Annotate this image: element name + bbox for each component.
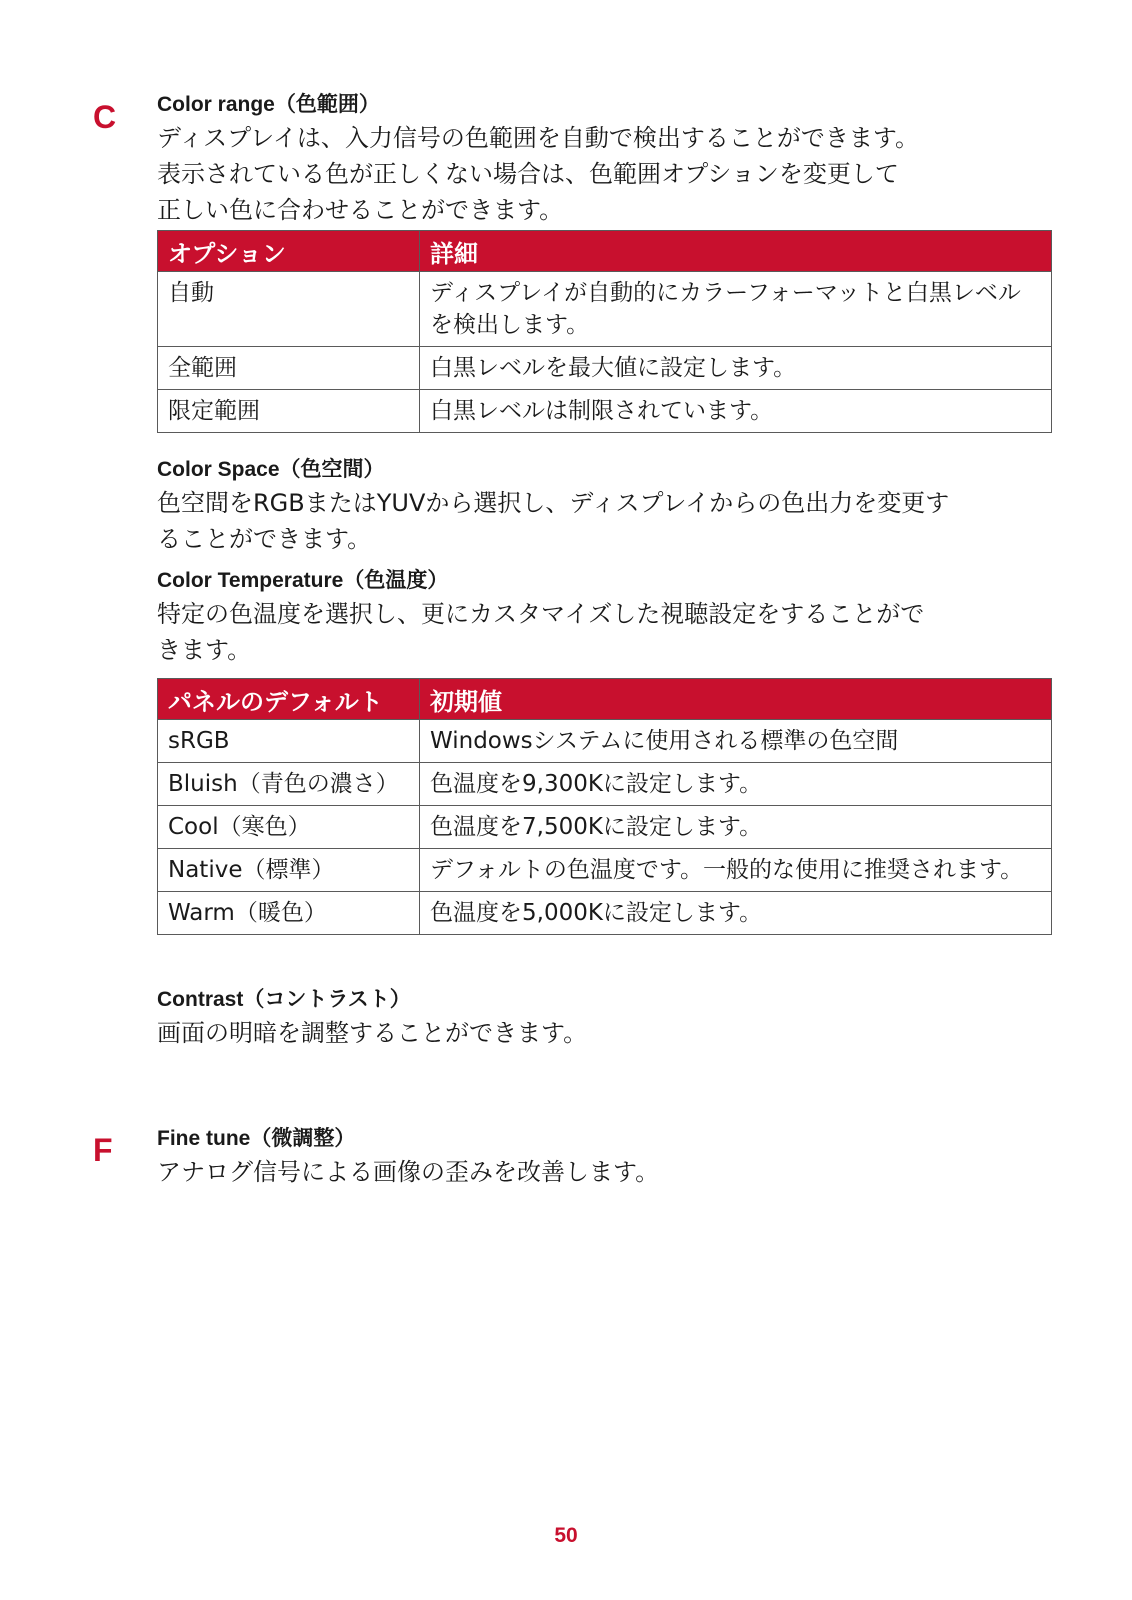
table-row <box>158 763 1052 806</box>
color-space-line-2: ることができます。 <box>157 525 372 553</box>
table-cell: 全範囲 <box>158 347 420 390</box>
table-header-option: オプション <box>158 231 420 272</box>
color-range-table <box>157 230 1052 433</box>
table-cell: Windowsシステムに使用される標準の色空間 <box>420 720 1052 763</box>
table-cell: 白黒レベルを最大値に設定します。 <box>420 347 1052 390</box>
color-space-line-1: 色空間をRGBまたはYUVから選択し、ディスプレイからの色出力を変更す <box>157 489 950 517</box>
contrast-heading: Contrast（コントラスト） <box>157 988 411 1011</box>
color-range-line-3: 正しい色に合わせることができます。 <box>157 196 564 224</box>
color-space-heading: Color Space（色空間） <box>157 458 385 481</box>
color-temperature-table <box>157 678 1052 935</box>
table-row <box>158 720 1052 763</box>
fine-tune-heading: Fine tune（微調整） <box>157 1127 356 1150</box>
table-cell: Warm（暖色） <box>158 892 420 935</box>
table-header-panel-default: パネルのデフォルト <box>158 679 420 720</box>
table-cell: 自動 <box>158 272 420 347</box>
color-temperature-heading: Color Temperature（色温度） <box>157 569 449 592</box>
color-temperature-line-2: きます。 <box>157 636 252 664</box>
page-number: 50 <box>554 1524 578 1547</box>
color-range-line-1: ディスプレイは、入力信号の色範囲を自動で検出することができます。 <box>157 124 919 152</box>
section-letter-c: C <box>93 99 117 135</box>
table-cell: 色温度を9,300Kに設定します。 <box>420 763 1052 806</box>
contrast-section <box>157 985 1057 1051</box>
color-temperature-section <box>157 566 1057 668</box>
table-cell: 色温度を5,000Kに設定します。 <box>420 892 1052 935</box>
table-cell: デフォルトの色温度です。一般的な使用に推奨されます。 <box>420 849 1052 892</box>
table-cell: 色温度を7,500Kに設定します。 <box>420 806 1052 849</box>
table-cell: ディスプレイが自動的にカラーフォーマットと白黒レベルを検出します。 <box>420 272 1052 347</box>
section-letter-f: F <box>93 1132 113 1168</box>
table-header-detail: 詳細 <box>420 231 1052 272</box>
color-range-section <box>157 90 1057 228</box>
color-range-line-2: 表示されている色が正しくない場合は、色範囲オプションを変更して <box>157 160 899 188</box>
table-row <box>158 390 1052 433</box>
fine-tune-line-1: アナログ信号による画像の歪みを改善します。 <box>157 1158 660 1186</box>
contrast-line-1: 画面の明暗を調整することができます。 <box>157 1019 588 1047</box>
color-range-heading: Color range（色範囲） <box>157 93 380 116</box>
table-header-row <box>158 679 1052 720</box>
table-cell: Bluish（青色の濃さ） <box>158 763 420 806</box>
table-cell: 限定範囲 <box>158 390 420 433</box>
table-row <box>158 272 1052 347</box>
fine-tune-section <box>157 1124 1057 1190</box>
table-row <box>158 347 1052 390</box>
table-cell: Cool（寒色） <box>158 806 420 849</box>
table-cell: sRGB <box>158 720 420 763</box>
color-space-section <box>157 455 1057 557</box>
table-row <box>158 849 1052 892</box>
table-cell: Native（標準） <box>158 849 420 892</box>
table-header-row <box>158 231 1052 272</box>
table-row <box>158 806 1052 849</box>
table-cell: 白黒レベルは制限されています。 <box>420 390 1052 433</box>
table-row <box>158 892 1052 935</box>
color-temperature-line-1: 特定の色温度を選択し、更にカスタマイズした視聴設定をすることがで <box>157 600 925 628</box>
table-header-initial-value: 初期値 <box>420 679 1052 720</box>
